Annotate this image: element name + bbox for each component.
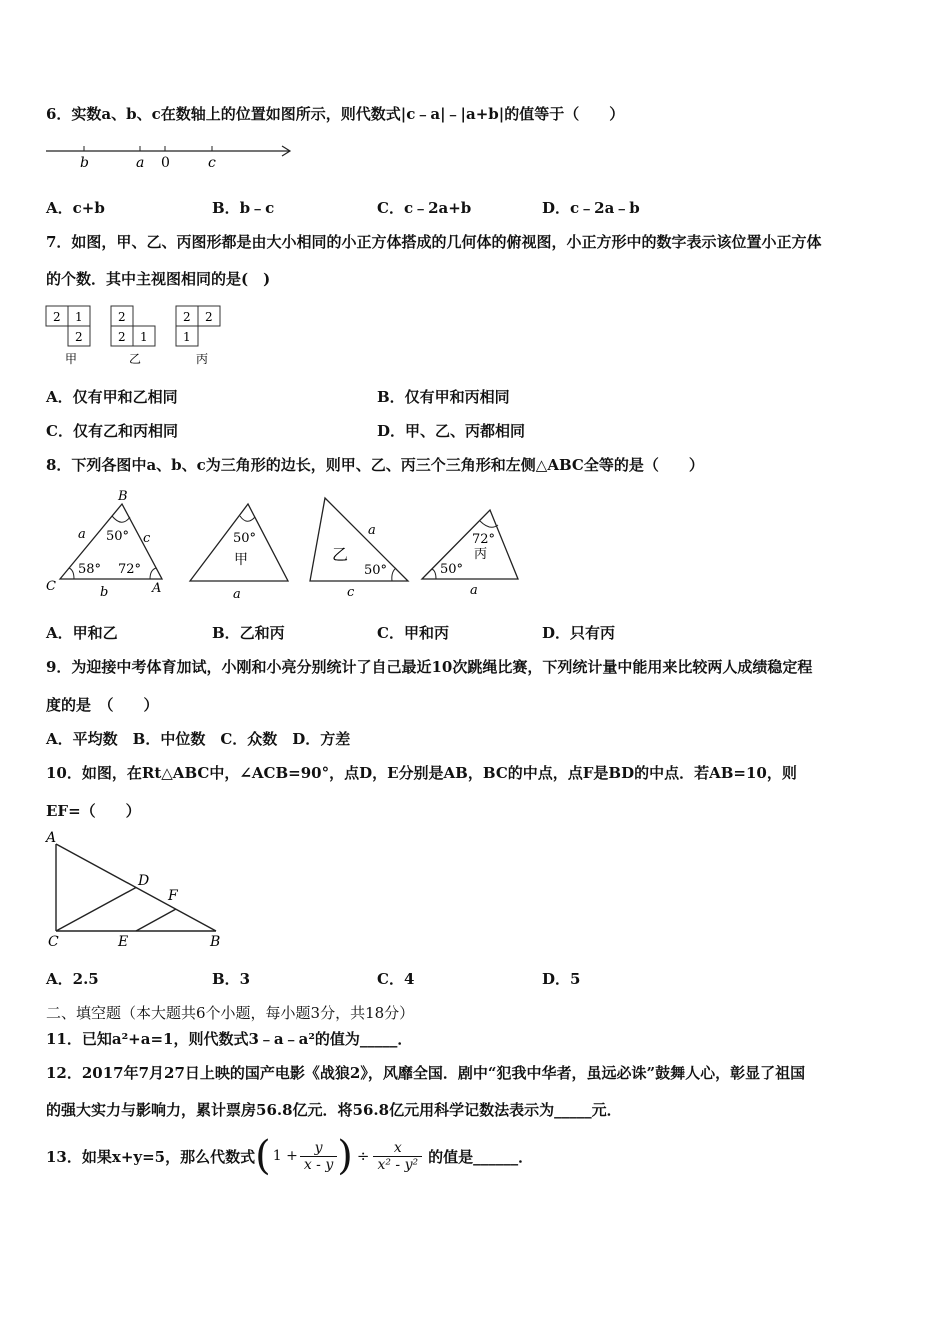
triangle-abc <box>46 489 162 600</box>
q8-option-a[interactable]: A．甲和乙 <box>46 624 118 642</box>
fraction-y-over-x-minus-y <box>300 1140 337 1173</box>
view-name: 丙 <box>196 352 209 366</box>
q10-option-a[interactable]: A．2.5 <box>46 970 99 988</box>
section-heading: 二、填空题（本大题共6个小题，每小题3分，共18分） <box>46 1004 415 1022</box>
view-yi <box>111 306 155 366</box>
label-b: B <box>210 934 221 950</box>
yi-name: 乙 <box>332 545 349 564</box>
q13-suffix: 的值是______． <box>428 1147 534 1166</box>
vertex-b: B <box>118 489 128 504</box>
q10-stem-line2: EF=（ ） <box>46 802 141 820</box>
frac1-numerator: y <box>300 1140 337 1157</box>
q6-option-c[interactable]: C．c﹣2a+b <box>377 199 472 217</box>
label-d: D <box>138 873 150 889</box>
label-c: c <box>208 155 216 171</box>
q8-option-b[interactable]: B．乙和丙 <box>212 624 285 642</box>
q8-option-c[interactable]: C．甲和丙 <box>377 624 449 642</box>
frac2-denominator: x² - y² <box>377 1156 419 1173</box>
vertex-c: C <box>46 579 56 594</box>
yi-angle: 50° <box>364 563 388 578</box>
angle-c: 58° <box>78 562 102 577</box>
q8-triangles-figure <box>40 484 530 602</box>
cell: 2 <box>53 310 61 324</box>
q10-option-c[interactable]: C．4 <box>377 970 415 988</box>
q7-option-b[interactable]: B．仅有甲和丙相同 <box>377 388 510 406</box>
q6-option-a[interactable]: A．c+b <box>46 199 105 217</box>
q9-options[interactable]: A．平均数 B．中位数 C．众数 D．方差 <box>46 730 351 748</box>
view-name: 乙 <box>129 352 142 366</box>
q6-stem: 6．实数a、b、c在数轴上的位置如图所示，则代数式|c﹣a|﹣|a+b|的值等于（ ） <box>46 105 625 123</box>
q7-stem-line1: 7．如图，甲、乙、丙图形都是由大小相同的小正方体搭成的几何体的俯视图，小正方形中的数字表示该位置小正方体 <box>46 233 822 251</box>
q8-option-d[interactable]: D．只有丙 <box>542 624 616 642</box>
label-f: F <box>168 888 178 904</box>
q10-option-b[interactable]: B．3 <box>212 970 251 988</box>
jia-angle: 50° <box>233 531 257 546</box>
frac1-denominator: x - y <box>303 1156 334 1173</box>
cell: 1 <box>183 330 191 344</box>
fraction-x-over-x2-minus-y2 <box>373 1140 422 1173</box>
q12-line1: 12．2017年7月27日上映的国产电影《战狼2》，风靡全国．剧中“犯我中华者，虽远必诛”鼓舞人心，彰显了祖国 <box>46 1064 806 1082</box>
cell: 1 <box>75 310 83 324</box>
label-b: b <box>80 155 89 171</box>
triangle-yi <box>310 498 408 600</box>
label-c: C <box>48 934 59 950</box>
yi-side-c: c <box>347 585 355 600</box>
divide-sign: ÷ <box>356 1147 370 1165</box>
q8-stem: 8．下列各图中a、b、c为三角形的边长，则甲、乙、丙三个三角形和左侧△ABC全等的是（ ） <box>46 456 704 474</box>
side-b: b <box>100 585 109 600</box>
label-a: A <box>46 830 57 846</box>
left-paren: ( <box>255 1133 271 1179</box>
q6-option-b[interactable]: B．b﹣c <box>212 199 275 217</box>
side-a: a <box>78 527 86 542</box>
triangle-jia <box>190 504 288 602</box>
bing-angle-left: 50° <box>440 562 464 577</box>
jia-name: 甲 <box>234 552 248 568</box>
one-plus: 1 + <box>272 1148 298 1164</box>
cell: 2 <box>118 330 126 344</box>
cell: 2 <box>183 310 191 324</box>
cell: 2 <box>75 330 83 344</box>
q7-option-a[interactable]: A．仅有甲和乙相同 <box>46 388 178 406</box>
q12-line2: 的强大实力与影响力，累计票房56.8亿元．将56.8亿元用科学记数法表示为_____元． <box>46 1101 622 1119</box>
angle-a: 72° <box>118 562 142 577</box>
triangle-bing <box>422 510 518 598</box>
q10-option-d[interactable]: D．5 <box>542 970 581 988</box>
q13-line <box>46 1132 533 1180</box>
number-line-figure <box>44 140 296 172</box>
label-e: E <box>118 934 129 950</box>
view-bing <box>176 306 220 366</box>
side-c: c <box>143 531 151 546</box>
q7-stem-line2: 的个数．其中主视图相同的是( ) <box>46 270 271 288</box>
q11-text: 11．已知a²+a=1，则代数式3﹣a﹣a²的值为_____． <box>46 1030 413 1048</box>
bing-side: a <box>470 583 478 598</box>
vertex-a: A <box>152 581 162 596</box>
q10-triangle-figure <box>44 828 230 950</box>
view-jia <box>46 306 90 366</box>
q13-prefix: 13．如果x+y=5，那么代数式 <box>46 1147 256 1166</box>
q9-stem-line2: 度的是 （ ） <box>46 696 159 714</box>
q7-views-figure <box>44 304 234 368</box>
angle-b: 50° <box>106 529 130 544</box>
q6-option-d[interactable]: D．c﹣2a﹣b <box>542 199 640 217</box>
right-paren: ) <box>337 1133 353 1179</box>
label-a: a <box>136 155 145 171</box>
q9-stem-line1: 9．为迎接中考体育加试，小刚和小亮分别统计了自己最近10次跳绳比赛，下列统计量中能用来比较两人成绩稳定程 <box>46 658 813 676</box>
bing-name: 丙 <box>474 547 488 562</box>
frac2-numerator: x <box>373 1140 422 1157</box>
q10-stem-line1: 10．如图，在Rt△ABC中，∠ACB=90°，点D，E分别是AB，BC的中点，点F是BD的中点．若AB=10，则 <box>46 764 797 782</box>
label-0: 0 <box>161 155 170 171</box>
cell: 2 <box>118 310 126 324</box>
jia-side: a <box>233 587 241 602</box>
view-name: 甲 <box>65 352 78 366</box>
cell: 2 <box>205 310 213 324</box>
q7-option-d[interactable]: D．甲、乙、丙都相同 <box>377 422 526 440</box>
bing-angle-top: 72° <box>472 532 496 547</box>
cell: 1 <box>140 330 148 344</box>
yi-side-a: a <box>368 523 376 538</box>
q7-option-c[interactable]: C．仅有乙和丙相同 <box>46 422 178 440</box>
